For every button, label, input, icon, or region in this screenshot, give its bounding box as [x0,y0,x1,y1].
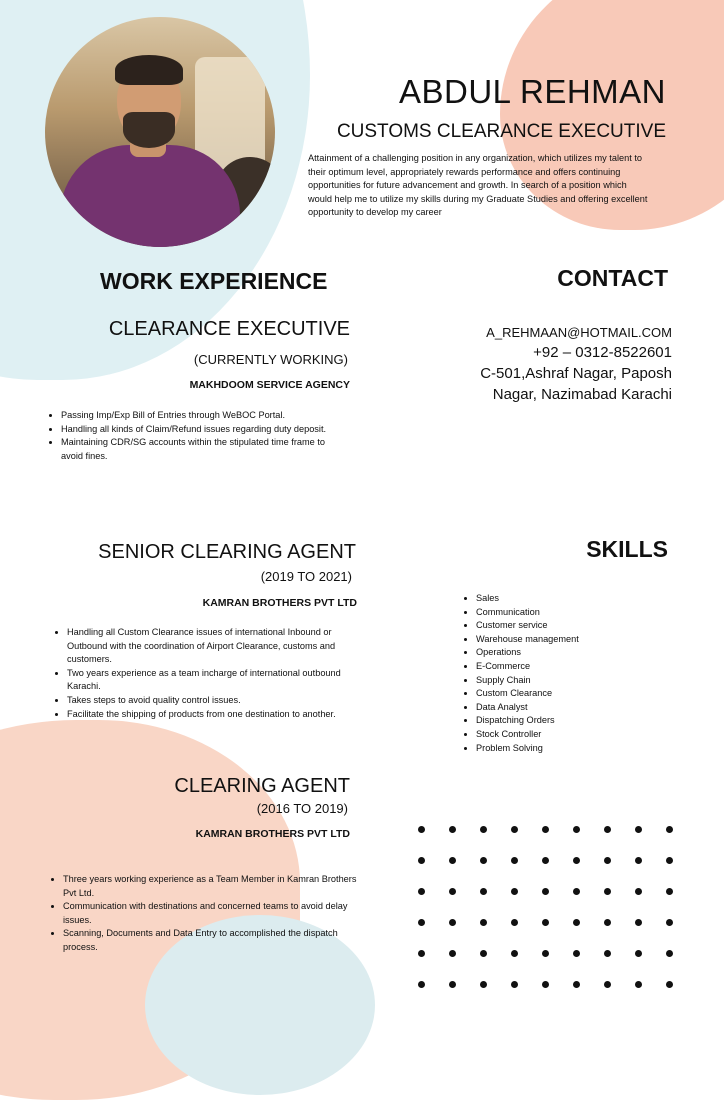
job-1-period: (CURRENTLY WORKING) [193,352,348,367]
job-2-period: (2019 TO 2021) [260,569,352,584]
dot [666,826,673,833]
dot [511,857,518,864]
job-1-title: CLEARANCE EXECUTIVE [108,318,350,340]
list-item: • Stock Controller [476,728,696,742]
contact-heading: CONTACT [557,265,668,291]
dot [449,888,456,895]
dot [418,857,425,864]
candidate-role: CUSTOMS CLEARANCE EXECUTIVE [336,121,666,142]
list-item: • Operations [476,646,696,660]
dot [635,888,642,895]
dot [511,919,518,926]
dot [573,826,580,833]
list-item: • Problem Solving [476,742,696,756]
list-item: • Facilitate the shipping of products from one destination to another. [67,708,359,722]
job-3-duties [49,873,363,955]
list-item: • Handling all kinds of Claim/Refund issues regarding duty deposit. [61,423,339,437]
list-item: • Sales [476,592,696,606]
dot [635,857,642,864]
photo-hair [115,55,183,85]
dot [542,857,549,864]
list-item: • Two years experience as a team incharge of international outbound Karachi. [67,667,359,694]
dot [418,826,425,833]
career-objective: Attainment of a challenging position in any organization, which utilizes my talent to their optimum level, appropriately rewards performance and offers continuing opportunities for future advancement and growth. In search of a position which would help me to utilize my skills during my Graduate Studies and offering excellent opportunity to develop my career [308,153,648,218]
dot [604,950,611,957]
dot [542,826,549,833]
dot [418,981,425,988]
job-3-title: CLEARING AGENT [174,775,350,797]
dot [480,981,487,988]
dot [604,888,611,895]
list-item: • Data Analyst [476,701,696,715]
dot [511,826,518,833]
dot [666,857,673,864]
dot [604,981,611,988]
job-3-company: KAMRAN BROTHERS PVT LTD [195,828,350,840]
list-item: • Communication with destinations and concerned teams to avoid delay issues. [63,900,363,927]
dot [511,981,518,988]
dot [635,826,642,833]
list-item: • Passing Imp/Exp Bill of Entries through WeBOC Portal. [61,409,339,423]
photo-beard [123,112,175,148]
dot [542,950,549,957]
list-item: • Customer service [476,619,696,633]
dot [573,981,580,988]
dot [666,919,673,926]
job-2-company: KAMRAN BROTHERS PVT LTD [202,597,357,609]
dot [418,919,425,926]
list-item: • Handling all Custom Clearance issues of international Inbound or Outbound with the coordination of Airport Clearance, customs and customers. [67,626,359,667]
list-item: • Warehouse management [476,633,696,647]
job-1-duties [47,409,339,463]
skills-list [462,592,696,755]
list-item: • Supply Chain [476,674,696,688]
dot [449,950,456,957]
list-item: • Takes steps to avoid quality control issues. [67,694,359,708]
list-item: • Maintaining CDR/SG accounts within the stipulated time frame to avoid fines. [61,436,339,463]
dot [666,888,673,895]
dot [511,888,518,895]
dot [604,826,611,833]
dot [480,888,487,895]
list-item: • Three years working experience as a Team Member in Kamran Brothers Pvt Ltd. [63,873,363,900]
list-item: • E-Commerce [476,660,696,674]
dot [449,919,456,926]
work-experience-heading: WORK EXPERIENCE [100,268,328,294]
decorative-dot-grid [418,826,708,996]
dot [635,950,642,957]
list-item: • Scanning, Documents and Data Entry to accomplished the dispatch process. [63,927,363,954]
list-item: • Custom Clearance [476,687,696,701]
job-2-duties [53,626,359,721]
dot [480,857,487,864]
dot [604,857,611,864]
dot [635,981,642,988]
dot [604,919,611,926]
contact-email[interactable]: A_REHMAAN@HOTMAIL.COM [486,325,672,340]
skills-heading: SKILLS [586,536,668,562]
photo-sherwani [60,145,240,247]
dot [573,950,580,957]
dot [573,919,580,926]
profile-photo [45,17,275,247]
dot [542,888,549,895]
dot [480,826,487,833]
dot [480,919,487,926]
dot [635,919,642,926]
contact-phone[interactable]: +92 – 0312-8522601 [533,344,672,361]
dot [542,981,549,988]
contact-address-line-2: Nagar, Nazimabad Karachi [492,386,672,403]
list-item: • Communication [476,606,696,620]
job-3-period: (2016 TO 2019) [256,801,348,816]
dot [480,950,487,957]
job-2-title: SENIOR CLEARING AGENT [98,541,356,563]
dot [666,950,673,957]
dot [511,950,518,957]
dot [573,888,580,895]
dot [449,981,456,988]
dot [573,857,580,864]
contact-address-line-1: C-501,Ashraf Nagar, Paposh [480,365,672,382]
list-item: • Dispatching Orders [476,714,696,728]
dot [449,857,456,864]
job-1-company: MAKHDOOM SERVICE AGENCY [189,379,350,391]
dot [542,919,549,926]
dot [418,888,425,895]
candidate-name: ABDUL REHMAN [399,73,666,110]
dot [666,981,673,988]
dot [418,950,425,957]
dot [449,826,456,833]
